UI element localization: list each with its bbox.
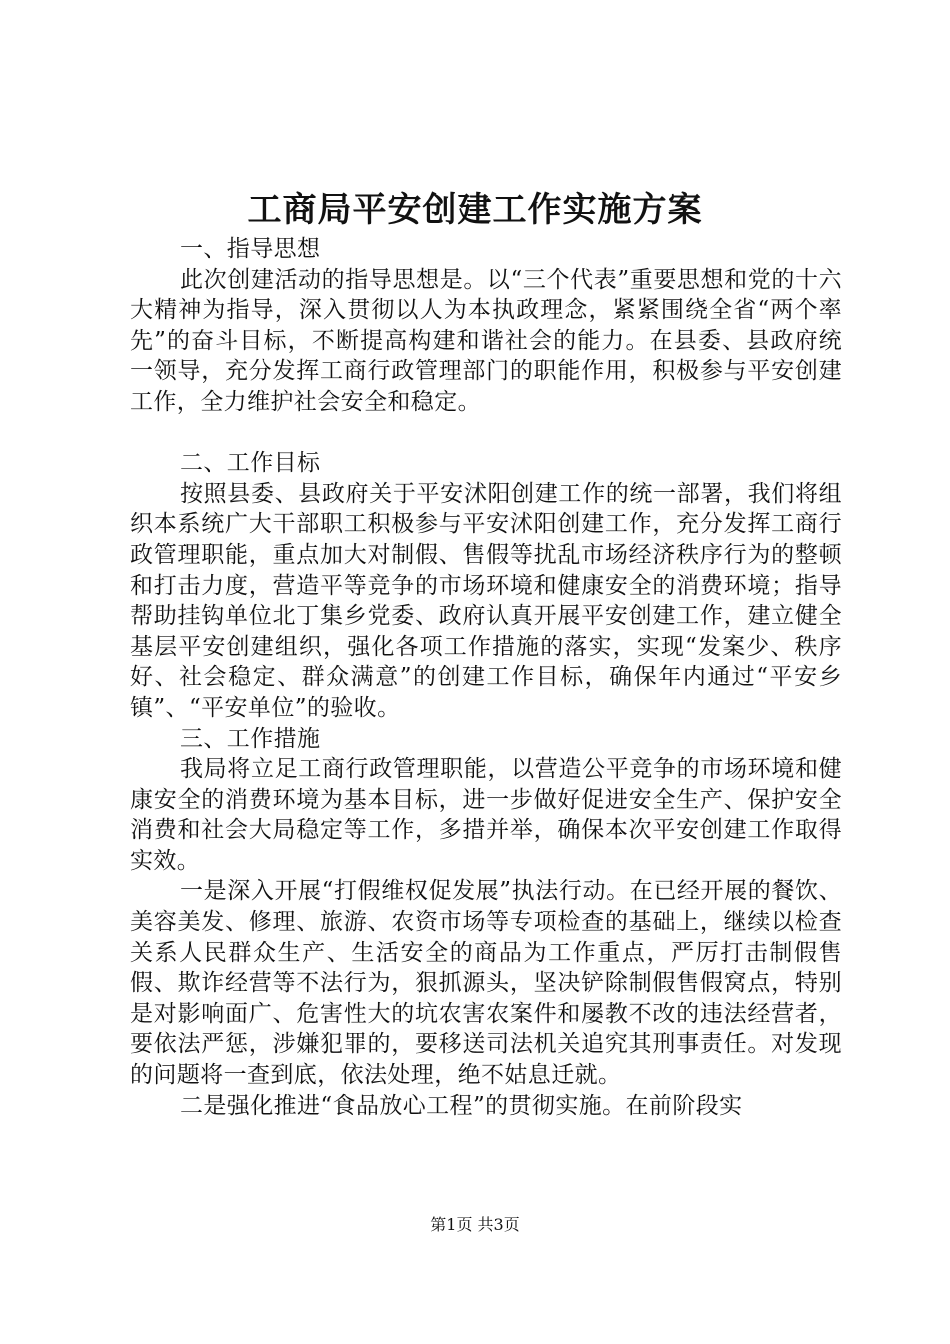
section-heading-work-measures: 三、工作措施	[180, 725, 321, 752]
paragraph-spacer	[130, 418, 842, 449]
section-paragraph: 我局将立足工商行政管理职能，以营造公平竞争的市场环境和健康安全的消费环境为基本目标，进一步做好促进安全生产、保护安全消费和社会大局稳定等工作，多措并举，确保本次平安创建工作取得实效。	[130, 756, 842, 874]
page-number-footer: 第1页 共3页	[430, 1215, 520, 1234]
section-paragraph: 二是强化推进“食品放心工程”的贯彻实施。在前阶段实	[180, 1092, 743, 1119]
section-paragraph: 一是深入开展“打假维权促发展”执法行动。在已经开展的餐饮、美容美发、修理、旅游、农资市场等专项检查的基础上，继续以检查关系人民群众生产、生活安全的商品为工作重点，严厉打击制假售假、欺诈经营等不法行为，狠抓源头，坚决铲除制假售假窝点，特别是对影响面广、危害性大的坑农害农案件和屡教不改的违法经营者，要依法严惩，涉嫌犯罪的，要移送司法机关追究其刑事责任。对发现的问题将一查到底，依法处理，绝不姑息迁就。	[130, 878, 842, 1089]
section-paragraph: 此次创建活动的指导思想是。以“三个代表”重要思想和党的十六大精神为指导，深入贯彻以人为本执政理念，紧紧围绕全省“两个率先”的奋斗目标，不断提高构建和谐社会的能力。在县委、县政府统一领导，充分发挥工商行政管理部门的职能作用，积极参与平安创建工作，全力维护社会安全和稳定。	[130, 266, 842, 415]
section-paragraph: 按照县委、县政府关于平安沭阳创建工作的统一部署，我们将组织本系统广大干部职工积极参与平安沭阳创建工作，充分发挥工商行政管理职能，重点加大对制假、售假等扰乱市场经济秩序行为的整顿和打击力度，营造平等竞争的市场环境和健康安全的消费环境；指导帮助挂钩单位北丁集乡党委、政府认真开展平安创建工作，建立健全基层平安创建组织，强化各项工作措施的落实，实现“发案少、秩序好、社会稳定、群众满意”的创建工作目标，确保年内通过“平安乡镇”、“平安单位”的验收。	[130, 480, 842, 721]
section-heading-work-goals: 二、工作目标	[180, 450, 321, 477]
document-title: 工商局平安创建工作实施方案	[247, 190, 703, 230]
document-body	[130, 234, 842, 1121]
section-heading-guiding-thought: 一、指导思想	[180, 236, 321, 262]
